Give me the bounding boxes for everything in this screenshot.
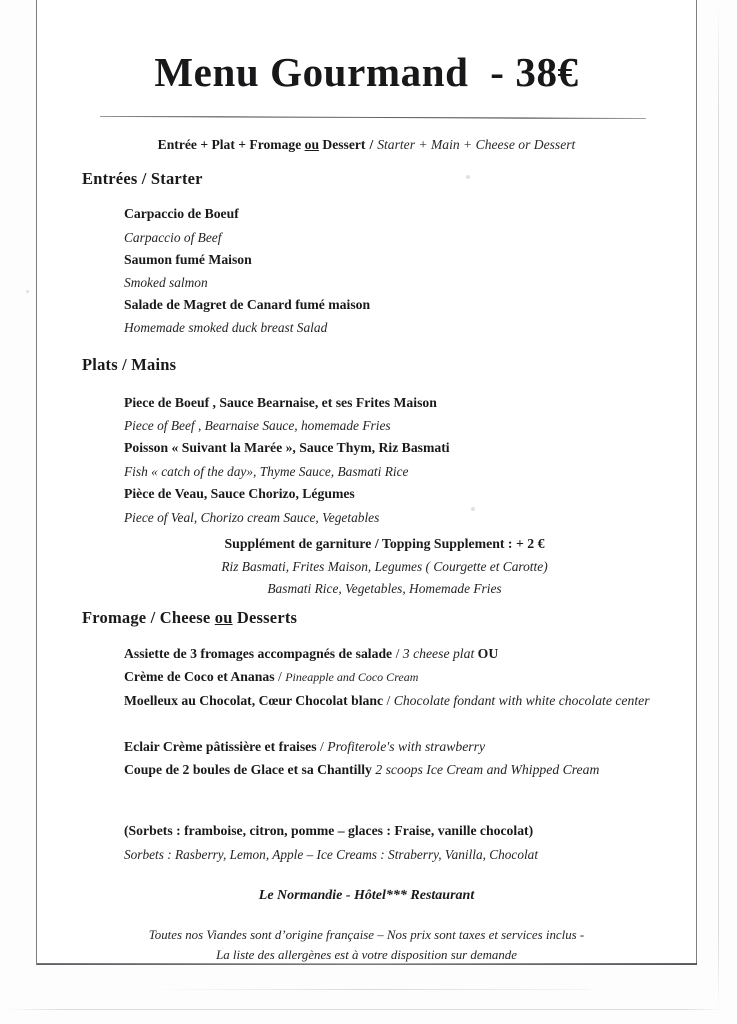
menu-content — [36, 0, 697, 965]
page-title: Menu Gourmand - 38€ — [154, 49, 579, 95]
formula-english: Starter + Main + Cheese or Dessert — [377, 137, 576, 152]
dish-name-french: Crème de Coco et Ananas — [124, 669, 275, 684]
dish-name-french: Poisson « Suivant la Marée », Sauce Thym, Riz Basmati — [124, 440, 450, 455]
scan-edge-bottom — [8, 1009, 720, 1010]
dish-starter-3 — [124, 294, 669, 316]
supplement-english: Basmati Rice, Vegetables, Homemade Fries — [267, 581, 502, 596]
dish-dessert-2 — [124, 666, 669, 688]
dish-main-3-english: Piece of Veal, Chorizo cream Sauce, Vegetables — [124, 510, 380, 525]
formula-separator: / — [369, 137, 374, 152]
dish-name-french: Moelleux au Chocolat, Cœur Chocolat blanc — [124, 693, 384, 708]
sorbets-french: (Sorbets : framboise, citron, pomme – glaces : Fraise, vanille chocolat) — [124, 823, 534, 838]
menu-title-block — [36, 49, 697, 95]
dish-name-english: Pineapple and Coco Cream — [285, 670, 419, 684]
menu-formula-line — [36, 137, 697, 153]
dish-name-french: Piece de Boeuf , Sauce Bearnaise, et ses Frites Maison — [124, 395, 437, 410]
dish-name-french: Carpaccio de Boeuf — [124, 206, 239, 221]
heading-ou: ou — [214, 608, 233, 627]
dish-separator: / — [316, 739, 328, 754]
dish-name-english: 2 scoops Ice Cream and Whipped Cream — [375, 762, 600, 777]
dish-starter-2 — [124, 249, 669, 271]
dish-name-french: Saumon fumé Maison — [124, 252, 252, 267]
title-divider — [100, 116, 646, 119]
dish-name-french: Salade de Magret de Canard fumé maison — [124, 297, 371, 312]
scan-ghost-rule — [150, 989, 590, 990]
supplement-french: Riz Basmati, Frites Maison, Legumes ( Courgette et Carotte) — [221, 559, 548, 574]
dish-name-english: 3 cheese plat — [402, 646, 475, 661]
dish-starter-1 — [124, 203, 669, 225]
dish-name-french: Pièce de Veau, Sauce Chorizo, Légumes — [124, 486, 355, 501]
dish-dessert-5 — [124, 758, 669, 782]
sorbets-english: Sorbets : Rasberry, Lemon, Apple – Ice Creams : Straberry, Vanilla, Chocolat — [124, 847, 539, 862]
formula-french-ou: ou — [304, 137, 320, 152]
dish-main-3 — [124, 483, 669, 505]
dish-dessert-1 — [124, 643, 669, 665]
dish-main-1 — [124, 392, 669, 414]
dish-dessert-4 — [124, 736, 669, 758]
legal-notice-line-2: La liste des allergènes est à votre disposition sur demande — [216, 948, 517, 962]
dish-dessert-3 — [124, 689, 669, 713]
heading-pre: Fromage / Cheese — [82, 608, 215, 627]
legal-notice-line-1: Toutes nos Viandes sont d’origine française – Nos prix sont taxes et services inclus - — [148, 928, 585, 942]
dish-main-2 — [124, 437, 669, 459]
dish-name-french: Eclair Crème pâtissière et fraises — [124, 739, 317, 754]
dish-name-french: Assiette de 3 fromages accompagnés de salade — [124, 646, 393, 661]
formula-french-post: Dessert — [319, 137, 366, 152]
heading-post: Desserts — [232, 608, 298, 627]
dish-starter-2-english: Smoked salmon — [124, 275, 208, 290]
dish-name-english: Chocolate fondant with white chocolate center — [393, 693, 650, 708]
dish-separator: / — [274, 669, 286, 684]
section-heading-cheese-desserts — [82, 608, 297, 628]
section-heading-mains: Plats / Mains — [82, 355, 177, 374]
formula-french-pre: Entrée + Plat + Fromage — [157, 137, 305, 152]
dish-separator: / — [392, 646, 403, 661]
dish-starter-3-english: Homemade smoked duck breast Salad — [124, 320, 328, 335]
dish-starter-1-english: Carpaccio of Beef — [124, 230, 222, 245]
scan-edge-right — [718, 0, 719, 1010]
dish-trailing-ou: OU — [474, 646, 499, 661]
restaurant-name: Le Normandie - Hôtel*** Restaurant — [258, 888, 475, 903]
section-heading-starters: Entrées / Starter — [82, 169, 203, 188]
dish-main-2-english: Fish « catch of the day», Thyme Sauce, Basmati Rice — [124, 464, 409, 479]
dish-name-english: Profiterole's with strawberry — [327, 739, 486, 754]
dish-separator: / — [383, 693, 394, 708]
supplement-title: Supplément de garniture / Topping Supplement : + 2 € — [224, 536, 545, 551]
scan-speck — [26, 290, 29, 293]
dish-name-french: Coupe de 2 boules de Glace et sa Chantilly — [124, 762, 372, 777]
dish-main-1-english: Piece of Beef , Bearnaise Sauce, homemade Fries — [124, 418, 391, 433]
